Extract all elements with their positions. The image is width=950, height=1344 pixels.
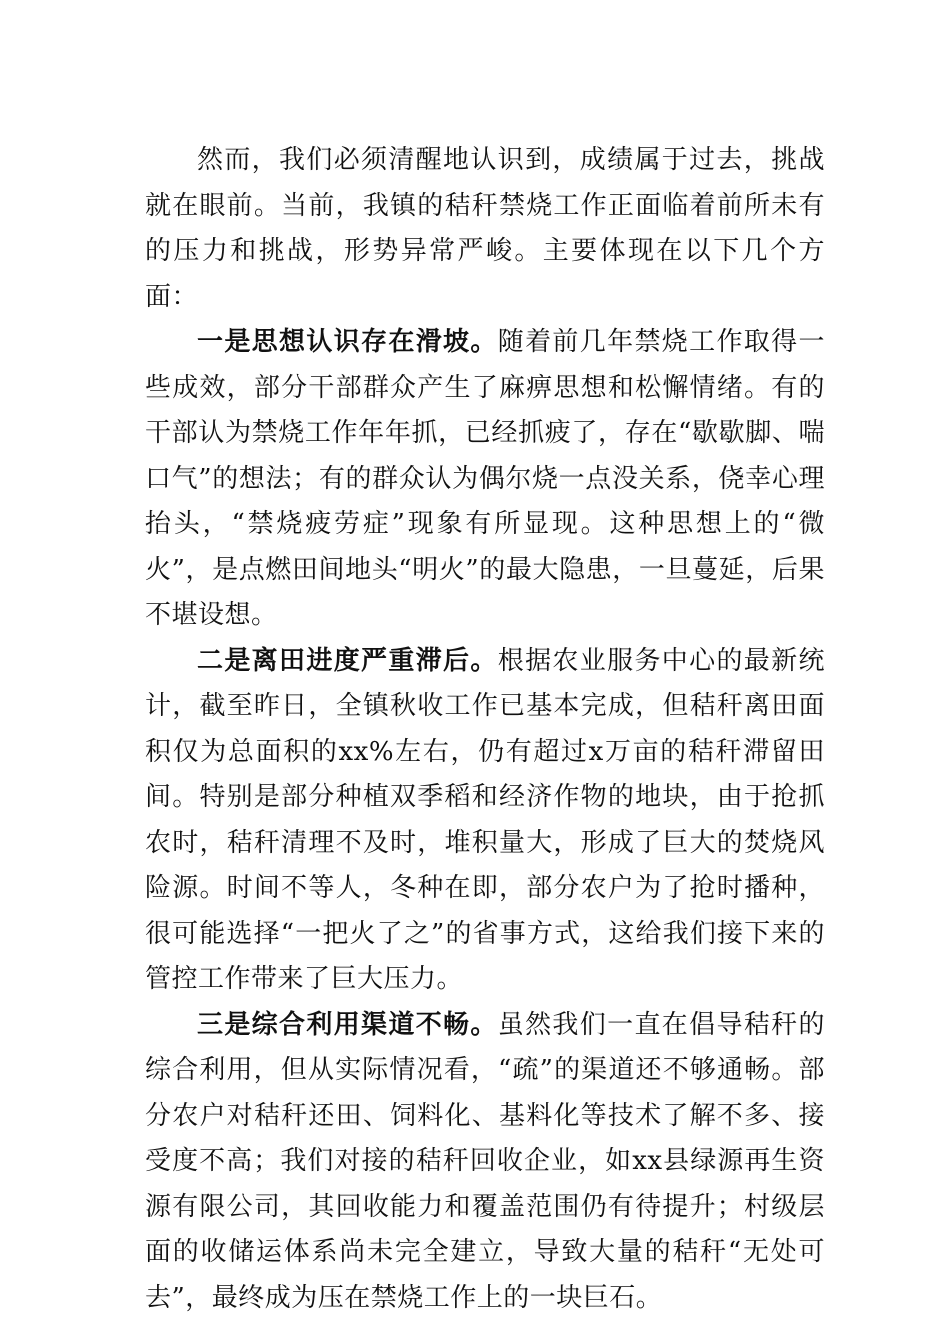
paragraph-text: 然而，我们必须清醒地认识到，成绩属于过去，挑战就在眼前。当前，我镇的秸秆禁烧工作正面临着前所未有的压力和挑战，形势异常严峻。主要体现在以下几个方面：	[145, 145, 825, 312]
paragraph-text: 随着前几年禁烧工作取得一些成效，部分干部群众产生了麻痹思想和松懈情绪。有的干部认为禁烧工作年年抓，已经抓疲了，存在“歇歇脚、喘口气”的想法；有的群众认为偶尔烧一点没关系，侥幸心理抬头，“禁烧疲劳症”现象有所显现。这种思想上的“微火”，是点燃田间地头“明火”的最大隐患，一旦蔓延，后果不堪设想。	[145, 327, 825, 630]
paragraph-lead: 三是综合利用渠道不畅。	[197, 1009, 498, 1040]
paragraph-intro	[145, 138, 825, 320]
paragraph-lead: 一是思想认识存在滑坡。	[197, 327, 498, 357]
paragraph-lead: 二是离田进度严重滞后。	[197, 645, 498, 676]
paragraph-ideology	[145, 320, 825, 639]
paragraph-progress	[145, 639, 825, 1003]
paragraph-utilization	[145, 1003, 825, 1322]
paragraph-text: 根据农业服务中心的最新统计，截至昨日，全镇秋收工作已基本完成，但秸秆离田面积仅为总面积的xx%左右，仍有超过x万亩的秸秆滞留田间。特别是部分种植双季稻和经济作物的地块，由于抢抓农时，秸秆清理不及时，堆积量大，形成了巨大的焚烧风险源。时间不等人，冬种在即，部分农户为了抢时播种，很可能选择“一把火了之”的省事方式，这给我们接下来的管控工作带来了巨大压力。	[145, 645, 825, 994]
document-body	[145, 138, 825, 1321]
paragraph-text: 虽然我们一直在倡导秸秆的综合利用，但从实际情况看，“疏”的渠道还不够通畅。部分农户对秸秆还田、饲料化、基料化等技术了解不多、接受度不高；我们对接的秸秆回收企业，如xx县绿源再生资源有限公司，其回收能力和覆盖范围仍有待提升；村级层面的收储运体系尚未完全建立，导致大量的秸秆“无处可去”，最终成为压在禁烧工作上的一块巨石。	[145, 1009, 825, 1313]
